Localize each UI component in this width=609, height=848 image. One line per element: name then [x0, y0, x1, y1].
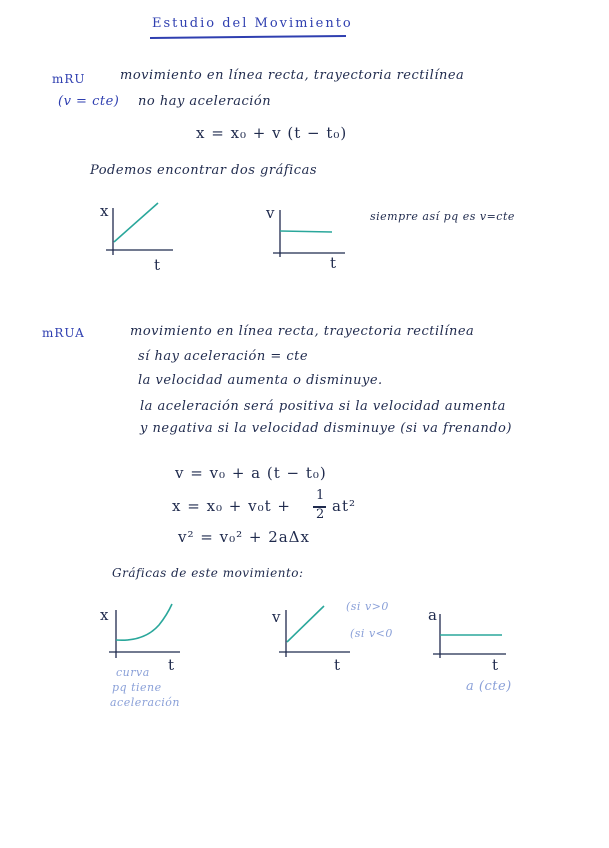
mrua-graph1-note-1: curva: [116, 666, 150, 679]
mrua-graph2-note-2: (si v<0: [350, 627, 393, 640]
mrua-line1: movimiento en línea recta, trayectoria rectilínea: [130, 324, 475, 339]
mru-intro: Podemos encontrar dos gráficas: [90, 163, 318, 178]
mru-graph1-xlabel: t: [154, 256, 162, 274]
mrua-graph3-note: a (cte): [466, 679, 512, 694]
mru-condition: (v = cte): [58, 94, 120, 109]
page-title: Estudio del Movimiento: [152, 16, 353, 31]
mrua-line3: la velocidad aumenta o disminuye.: [138, 373, 383, 388]
mrua-formula-velocity: v = v₀ + a (t − t₀): [175, 464, 327, 482]
mrua-formula-frac-den: 2: [316, 507, 326, 522]
mrua-graph1-curve: [116, 604, 172, 640]
mrua-intro: Gráficas de este movimiento:: [112, 566, 304, 580]
mrua-graph1-ylabel: x: [100, 606, 110, 624]
title-underline: [150, 35, 346, 39]
mrua-line5: y negativa si la velocidad disminuye (si va frenando): [140, 421, 512, 436]
mru-graph2-xlabel: t: [330, 254, 338, 272]
mru-line2: no hay aceleración: [138, 94, 272, 109]
mru-graph2-ylabel: v: [266, 204, 276, 222]
mrua-graph3-ylabel: a: [428, 606, 438, 624]
mrua-formula-frac-num: 1: [316, 488, 326, 503]
mrua-graph1-xlabel: t: [168, 656, 176, 674]
mrua-graph2-xlabel: t: [334, 656, 342, 674]
mrua-graph1-note-2: pq tiene: [112, 681, 162, 694]
mrua-graph2-ylabel: v: [272, 608, 282, 626]
mru-graph1-line: [114, 203, 158, 242]
mru-graph1-ylabel: x: [100, 202, 110, 220]
mrua-label: mRUA: [42, 326, 85, 340]
mru-note: siempre así pq es v=cte: [370, 210, 515, 223]
mrua-formula-timeless: v² = v₀² + 2aΔx: [178, 528, 310, 546]
mrua-line2: sí hay aceleración = cte: [138, 349, 309, 364]
mru-graph-velocity: [270, 205, 355, 270]
mrua-formula-position: x = x₀ + v₀t +: [172, 497, 291, 515]
mrua-formula-position-tail: at²: [332, 497, 356, 515]
mru-label: mRU: [52, 72, 86, 86]
mru-formula: x = x₀ + v (t − t₀): [196, 124, 348, 142]
mrua-graph1-note-3: aceleración: [110, 696, 180, 709]
mrua-graph3-xlabel: t: [492, 656, 500, 674]
mrua-graph2-line: [287, 606, 324, 642]
mrua-graph2-note-1: (si v>0: [346, 600, 389, 613]
mru-graph-position: [98, 200, 178, 275]
mru-graph2-line: [280, 231, 332, 232]
mru-line1: movimiento en línea recta, trayectoria rectilínea: [120, 68, 465, 83]
mrua-graph-velocity: [276, 602, 356, 667]
mrua-line4: la aceleración será positiva si la velocidad aumenta: [140, 399, 506, 414]
